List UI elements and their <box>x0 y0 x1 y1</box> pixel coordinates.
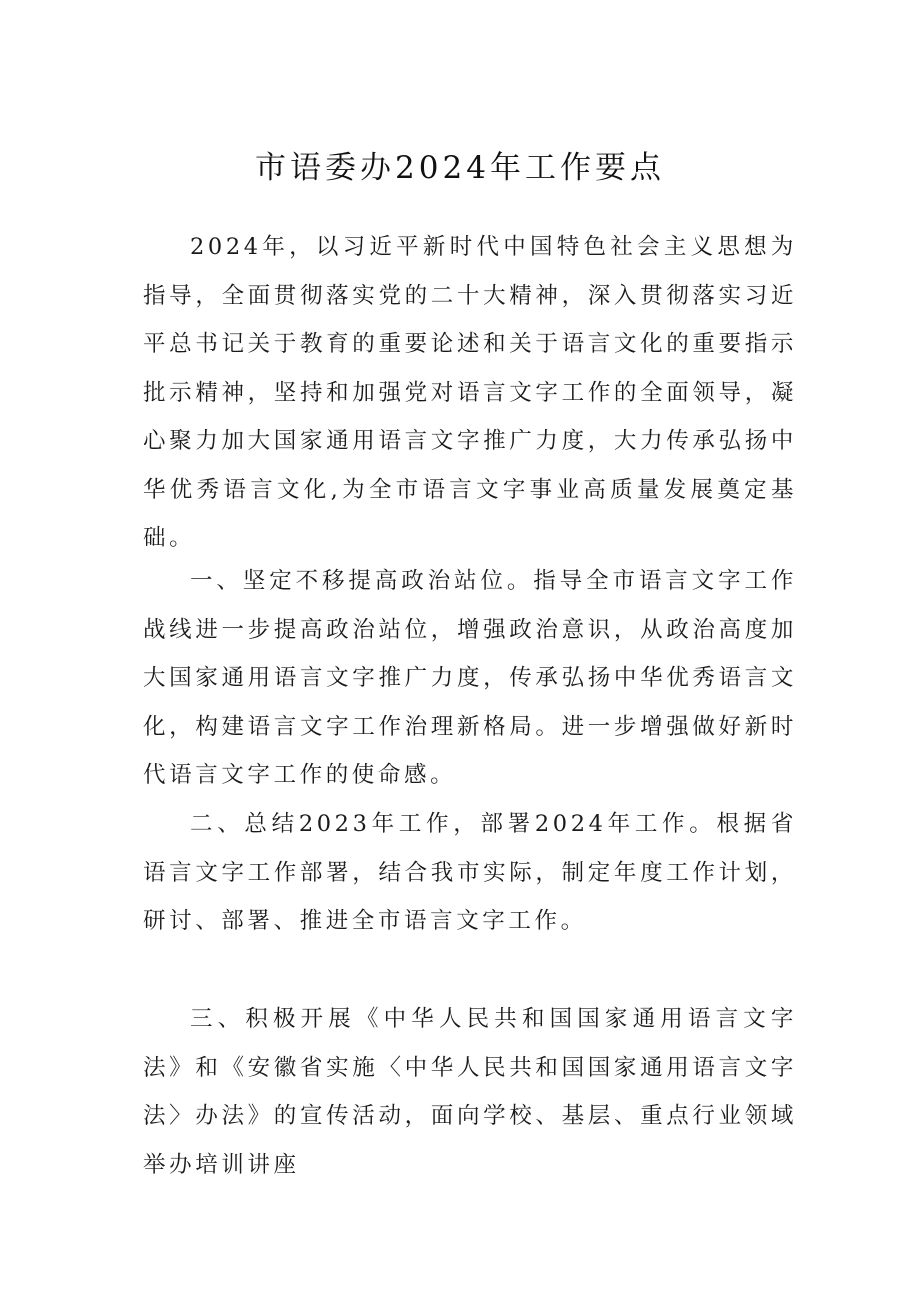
paragraph-section-2: 二、总结2023年工作，部署2024年工作。根据省语言文字工作部署，结合我市实际，制定年度工作计划，研讨、部署、推进全市语言文字工作。 <box>143 811 797 934</box>
paragraph-intro: 2024年，以习近平新时代中国特色社会主义思想为指导，全面贯彻落实党的二十大精神，深入贯彻落实习近平总书记关于教育的重要论述和关于语言文化的重要指示批示精神，坚持和加强党对语言文字工作的全面领导，凝心聚力加大国家通用语言文字推广力度，大力传承弘扬中华优秀语言文化,为全市语言文字事业高质量发展奠定基础。 <box>143 234 797 551</box>
paragraph-section-1: 一、坚定不移提高政治站位。指导全市语言文字工作战线进一步提高政治站位，增强政治意识，从政治高度加大国家通用语言文字推广力度，传承弘扬中华优秀语言文化，构建语言文字工作治理新格局。进一步增强做好新时代语言文字工作的使命感。 <box>143 568 797 788</box>
document-title: 市语委办2024年工作要点 <box>255 150 665 186</box>
paragraph-section-3: 三、积极开展《中华人民共和国国家通用语言文字法》和《安徽省实施〈中华人民共和国国家通用语言文字法〉办法》的宣传活动，面向学校、基层、重点行业领域举办培训讲座 <box>143 1006 797 1178</box>
